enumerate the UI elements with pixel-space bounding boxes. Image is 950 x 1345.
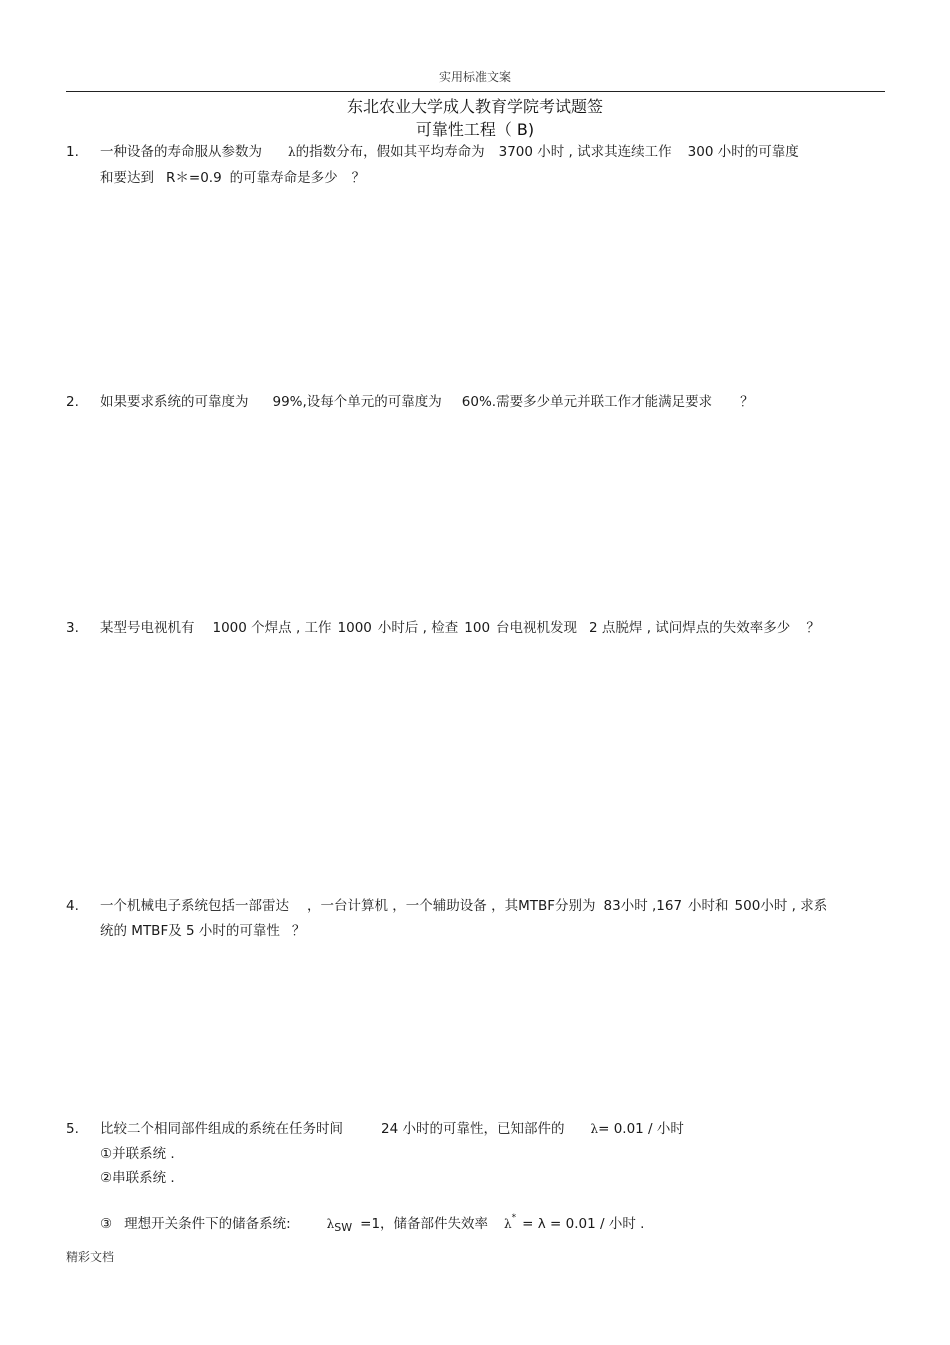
exam-title: 东北农业大学成人教育学院考试题签 (346, 97, 603, 116)
question-5-option-series: ②串联系统 . (100, 1170, 175, 1186)
question-number: 1. (66, 144, 79, 160)
question-2-line-1: 如果要求系统的可靠度为 99%,设每个单元的可靠度为 60%.需要多少单元并联工作才能满足要求 ？ (100, 394, 754, 410)
question-number: 4. (66, 898, 79, 914)
question-number: 3. (66, 620, 79, 636)
question-5-option-parallel: ①并联系统 . (100, 1146, 175, 1162)
question-5-option-standby: ③ 理想开关条件下的储备系统: $\lambda_{SW} =1$，储备部件失效率 λ* = λ = 0.01 / 小时 . (100, 1213, 645, 1234)
question-4-line-2: 统的 MTBF及 5 小时的可靠性 ？ (100, 923, 306, 939)
question-number: 2. (66, 394, 79, 410)
lambda-symbol: λ (288, 145, 296, 159)
page-header: 实用标准文案 (438, 70, 511, 84)
question-3-line-1: 某型号电视机有 1000 个焊点 , 工作 1000 小时后 , 检查 100 台电视机发现 2 点脱焊 , 试问焊点的失效率多少 ？ (100, 620, 820, 636)
header-divider (66, 91, 885, 92)
question-4-line-1: 一个机械电子系统包括一部雷达 ，一台计算机 ，一个辅助设备 ，其MTBF分别为 83小时 ,167 小时和 500小时 , 求系 (100, 898, 828, 914)
question-5-line-1: 比较二个相同部件组成的系统在任务时间 24 小时的可靠性，已知部件的 λ= 0.01 / 小时 (100, 1121, 684, 1137)
lambda-star-symbol: λ (504, 1217, 512, 1231)
lambda-symbol: λ (326, 1217, 335, 1231)
question-1-line-1: 一种设备的寿命服从参数为 λ的指数分布，假如其平均寿命为 3700 小时 , 试求其连续工作 300 小时的可靠度 (100, 144, 799, 160)
course-title: 可靠性工程（ B) (415, 120, 535, 139)
question-1-line-2: 和要达到 R＊=0.9 的可靠寿命是多少 ？ (100, 170, 366, 186)
page-footer: 精彩文档 (66, 1250, 115, 1264)
lambda-symbol: λ (590, 1122, 599, 1136)
question-number: 5. (66, 1121, 79, 1137)
